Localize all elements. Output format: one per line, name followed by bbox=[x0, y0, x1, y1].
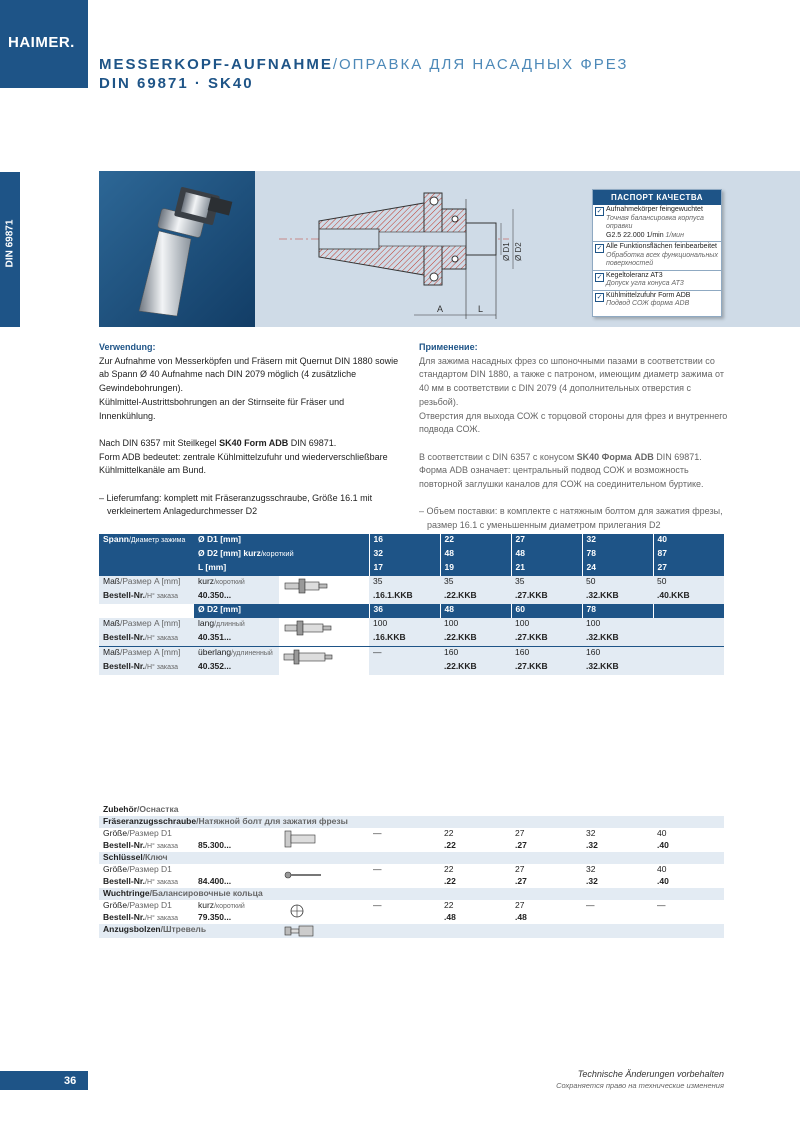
header-l: L [mm] bbox=[194, 562, 369, 576]
holder-long-icon bbox=[279, 618, 369, 647]
table-cell: .16.KKB bbox=[369, 632, 440, 647]
table-row bbox=[99, 618, 724, 632]
header-d2: Ø D2 [mm] bbox=[194, 604, 369, 618]
table-cell bbox=[653, 604, 724, 618]
table-row bbox=[99, 900, 724, 912]
quality-item bbox=[593, 242, 721, 271]
table-cell: .22.KKB bbox=[440, 632, 511, 647]
quality-item-ru: Подвод СОЖ форма ADB bbox=[606, 300, 690, 307]
description-de-p3: – Lieferumfang: komplett mit Fräseranzugsschraube, Größe 16.1 mit verkleinertem Anlagedurchmesser D2 bbox=[99, 492, 373, 517]
table-cell: .22.KKB bbox=[440, 590, 511, 604]
description-de bbox=[99, 341, 399, 533]
screw-icon bbox=[279, 828, 369, 852]
key-title: Schlüssel/Ключ bbox=[99, 852, 724, 864]
haimer-logo: HAIMER. bbox=[8, 34, 75, 51]
table-cell: .40 bbox=[657, 840, 669, 850]
table-cell: .22 bbox=[444, 876, 456, 886]
drawing-label-l: L bbox=[478, 304, 484, 314]
table-row bbox=[99, 632, 724, 647]
mass-label: Maß/Размер A [mm] bbox=[99, 618, 194, 632]
table-cell: 60 bbox=[511, 604, 582, 618]
size-label: Größe/Размер D1 bbox=[103, 864, 172, 874]
table-cell: 17 bbox=[369, 562, 440, 576]
table-cell: — bbox=[373, 900, 382, 910]
size-label: Größe/Размер D1 bbox=[103, 828, 172, 838]
screw-title: Fräseranzugsschraube/Натяжной болт для зажатия фрезы bbox=[99, 816, 724, 828]
type-ueberlang: überlang/удлиненный bbox=[194, 647, 279, 662]
table-cell: .27.KKB bbox=[511, 661, 582, 675]
description-ru-p1: Для зажима насадных фрез со шпоночными пазами в соответствии со стандартом DIN 1880, а также с патроном, имеющим диаметр зажима от 40 мм в соответствии с DIN 2079 (4 дополнительных отверстия с резьбой). bbox=[419, 355, 724, 407]
product-photo bbox=[99, 171, 255, 327]
table-cell: .27.KKB bbox=[511, 632, 582, 647]
order-label: Bestell-Nr./Н° заказа bbox=[103, 912, 179, 922]
quality-item-de: Kühlmittelzufuhr Form ADB bbox=[606, 291, 691, 299]
table-cell bbox=[369, 840, 440, 852]
table-cell bbox=[582, 912, 653, 924]
quality-passport-title: ПАСПОРТ КАЧЕСТВА bbox=[593, 190, 721, 205]
table-cell bbox=[369, 912, 440, 924]
table-row bbox=[99, 604, 724, 618]
description-de-p2b: SK40 Form ADB bbox=[219, 437, 289, 448]
quality-item-de: Alle Funktionsflächen feinbearbeitet bbox=[606, 243, 717, 250]
type-kurz: kurz/короткий bbox=[194, 576, 279, 590]
table-cell: 40 bbox=[657, 864, 667, 874]
table-cell bbox=[653, 912, 724, 924]
table-row bbox=[99, 804, 724, 816]
table-row bbox=[99, 590, 724, 604]
table-cell: .32 bbox=[586, 876, 598, 886]
type-lang: lang/длинный bbox=[194, 618, 279, 632]
table-cell bbox=[653, 618, 724, 632]
table-cell: .40 bbox=[657, 876, 669, 886]
table-cell: .27 bbox=[515, 840, 527, 850]
table-cell: 78 bbox=[582, 604, 653, 618]
table-cell: 32 bbox=[582, 534, 653, 548]
table-cell: .22 bbox=[444, 840, 456, 850]
quality-item bbox=[593, 291, 721, 310]
mass-label: Maß/Размер A [mm] bbox=[99, 576, 194, 590]
ring-icon bbox=[279, 900, 369, 924]
table-cell: 24 bbox=[582, 562, 653, 576]
mass-label: Maß/Размер A [mm] bbox=[99, 647, 194, 662]
order-label: Bestell-Nr./Н° заказа bbox=[99, 590, 194, 604]
table-cell: .27.KKB bbox=[511, 590, 582, 604]
table-cell: — bbox=[657, 900, 666, 910]
holder-extra-long-icon bbox=[279, 647, 369, 676]
order-label: Bestell-Nr./Н° заказа bbox=[99, 632, 194, 647]
table-row bbox=[99, 864, 724, 876]
description-ru-p2b: SK40 Форма ADB bbox=[576, 451, 654, 462]
quality-item-ru: Точная балансировка корпуса оправки bbox=[606, 214, 704, 230]
description-ru bbox=[419, 341, 729, 547]
table-cell: 160 bbox=[440, 647, 511, 662]
table-row bbox=[99, 534, 724, 548]
table-cell bbox=[653, 661, 724, 675]
table-cell bbox=[369, 661, 440, 675]
quality-item bbox=[593, 271, 721, 291]
table-row bbox=[99, 816, 724, 828]
description-ru-p1b: Отверстия для выхода СОЖ с торцовой стороны для фрез и внутреннего подвода СОЖ. bbox=[419, 410, 728, 435]
table-cell: 36 bbox=[369, 604, 440, 618]
table-cell bbox=[369, 876, 440, 888]
table-cell: .27 bbox=[515, 876, 527, 886]
table-cell: 27 bbox=[515, 828, 525, 838]
table-cell: 160 bbox=[582, 647, 653, 662]
table-cell: 32 bbox=[586, 864, 596, 874]
table-cell: 35 bbox=[511, 576, 582, 590]
table-row bbox=[99, 562, 724, 576]
table-cell: 48 bbox=[511, 548, 582, 562]
table-cell: 100 bbox=[582, 618, 653, 632]
quality-item-extra: G2.5 22.000 1/min bbox=[606, 231, 664, 239]
table-cell: 48 bbox=[440, 548, 511, 562]
table-cell: .48 bbox=[444, 912, 456, 922]
table-cell: 100 bbox=[440, 618, 511, 632]
size-label: Größe/Размер D1 bbox=[103, 900, 172, 910]
table-cell: .32.KKB bbox=[582, 590, 653, 604]
quality-item-de: Aufnahmekörper feingewuchtet bbox=[606, 206, 703, 213]
table-cell: — bbox=[369, 647, 440, 662]
checkbox-icon: ✓ bbox=[596, 273, 603, 281]
table-cell: 50 bbox=[653, 576, 724, 590]
table-cell: 32 bbox=[369, 548, 440, 562]
table-cell: — bbox=[586, 900, 595, 910]
dimensions-table bbox=[99, 534, 724, 675]
brand-block bbox=[0, 0, 88, 88]
description-de-p1b: Kühlmittel-Austrittsbohrungen an der Stirnseite für Fräser und Innenkühlung. bbox=[99, 396, 345, 421]
table-cell: 27 bbox=[511, 534, 582, 548]
quality-item-ru: Обработка всех функциональных поверхностей bbox=[606, 251, 718, 267]
bolt-title: Anzugsbolzen/Штревель bbox=[99, 924, 279, 938]
table-cell: 87 bbox=[653, 548, 724, 562]
ring-type: kurz/короткий bbox=[198, 900, 245, 910]
technical-drawing bbox=[279, 179, 599, 324]
table-cell: 22 bbox=[444, 828, 454, 838]
order-kurz: 40.350... bbox=[194, 590, 279, 604]
table-row bbox=[99, 647, 724, 662]
quality-item-extra-ru: 1/мин bbox=[663, 231, 684, 239]
checkbox-icon: ✓ bbox=[596, 293, 603, 301]
table-row bbox=[99, 924, 724, 938]
table-cell: — bbox=[373, 864, 382, 874]
order-label: Bestell-Nr./Н° заказа bbox=[99, 661, 194, 675]
table-cell: 40 bbox=[657, 828, 667, 838]
table-row bbox=[99, 661, 724, 675]
order-label: Bestell-Nr./Н° заказа bbox=[103, 840, 179, 850]
table-cell: 160 bbox=[511, 647, 582, 662]
table-row bbox=[99, 888, 724, 900]
table-cell bbox=[653, 647, 724, 662]
drawing-label-d2: Ø D2 bbox=[514, 242, 523, 261]
description-ru-p2 bbox=[419, 451, 729, 465]
table-cell: 22 bbox=[444, 864, 454, 874]
table-row bbox=[99, 548, 724, 562]
accessories-title: Zubehör/Оснастка bbox=[99, 804, 724, 816]
table-cell: .16.1.KKB bbox=[369, 590, 440, 604]
page-title bbox=[99, 56, 628, 73]
header-d1: Ø D1 [mm] bbox=[194, 534, 369, 548]
table-cell: 16 bbox=[369, 534, 440, 548]
description-ru-p2c: DIN 69871. bbox=[653, 451, 702, 462]
accessories-table bbox=[99, 804, 724, 938]
page-title-de: MESSERKOPF-AUFNAHME bbox=[99, 56, 333, 73]
header-d2-kurz: Ø D2 [mm] kurz/короткий bbox=[194, 548, 369, 562]
table-cell: .48 bbox=[515, 912, 527, 922]
description-de-heading: Verwendung: bbox=[99, 342, 156, 352]
order-lang: 40.351... bbox=[194, 632, 279, 647]
table-cell: 22 bbox=[444, 900, 454, 910]
bolt-icon bbox=[279, 924, 369, 938]
table-cell: 78 bbox=[582, 548, 653, 562]
table-row bbox=[99, 852, 724, 864]
key-icon bbox=[279, 864, 369, 888]
side-tab bbox=[0, 172, 20, 327]
table-cell: .32.KKB bbox=[582, 632, 653, 647]
description-de-p1: Zur Aufnahme von Messerköpfen und Fräsern mit Quernut DIN 1880 sowie ab Spann Ø 40 Aufnahme nach DIN 2079 möglich (4 zusätzliche Gewindebohrungen). bbox=[99, 355, 399, 394]
checkbox-icon: ✓ bbox=[596, 245, 603, 252]
table-cell: 100 bbox=[511, 618, 582, 632]
page-title-ru: /ОПРАВКА ДЛЯ НАСАДНЫХ ФРЕЗ bbox=[332, 56, 629, 73]
ring-title: Wuchtringe/Балансировочные кольца bbox=[99, 888, 724, 900]
quality-passport bbox=[592, 189, 722, 317]
table-row bbox=[99, 912, 724, 924]
table-cell bbox=[653, 632, 724, 647]
drawing-label-d1: Ø D1 bbox=[502, 242, 511, 261]
table-cell: 35 bbox=[369, 576, 440, 590]
order-label: Bestell-Nr./Н° заказа bbox=[103, 876, 179, 886]
footer-note-ru: Сохраняется право на технические изменения bbox=[556, 1081, 724, 1090]
product-hero bbox=[99, 171, 800, 327]
table-cell: .32.KKB bbox=[582, 661, 653, 675]
quality-item bbox=[593, 205, 721, 242]
order-ueberlang: 40.352... bbox=[194, 661, 279, 675]
table-cell: 100 bbox=[369, 618, 440, 632]
table-cell: 27 bbox=[653, 562, 724, 576]
page-subtitle: DIN 69871 · SK40 bbox=[99, 75, 254, 92]
description-ru-heading: Применение: bbox=[419, 342, 478, 352]
page-number: 36 bbox=[64, 1075, 77, 1087]
table-cell: 22 bbox=[440, 534, 511, 548]
table-cell: 40 bbox=[653, 534, 724, 548]
table-cell: 48 bbox=[440, 604, 511, 618]
table-cell: 27 bbox=[515, 900, 525, 910]
order-key: 84.400... bbox=[198, 876, 232, 886]
description-ru-p2a: В соответствии с DIN 6357 с конусом bbox=[419, 451, 577, 462]
header-spann: Spann/Диаметр зажима bbox=[99, 534, 194, 548]
table-cell: 35 bbox=[440, 576, 511, 590]
table-cell: 50 bbox=[582, 576, 653, 590]
table-cell: — bbox=[373, 828, 382, 838]
quality-item-ru: Допуск угла конуса AT3 bbox=[606, 280, 684, 287]
table-row bbox=[99, 828, 724, 840]
table-cell: 19 bbox=[440, 562, 511, 576]
description-de-p2a: Nach DIN 6357 mit Steilkegel bbox=[99, 437, 220, 448]
table-cell: .22.KKB bbox=[440, 661, 511, 675]
table-row bbox=[99, 576, 724, 590]
table-cell: 27 bbox=[515, 864, 525, 874]
description-de-p2d: Form ADB bedeutet: zentrale Kühlmittelzufuhr und wiederverschließbare Kühlmittelkanäle am Bund. bbox=[99, 451, 388, 476]
order-ring: 79.350... bbox=[198, 912, 232, 922]
description-ru-p3: – Объем поставки: в комплекте с натяжным болтом для зажатия фрезы, размер 16.1 с уменьшенным диаметром прилегания D2 bbox=[419, 506, 723, 531]
quality-item-de: Kegeltoleranz AT3 bbox=[606, 271, 663, 279]
description-de-p2 bbox=[99, 437, 399, 451]
checkbox-icon: ✓ bbox=[596, 208, 603, 215]
holder-short-icon bbox=[279, 576, 369, 604]
footer-note-de: Technische Änderungen vorbehalten bbox=[577, 1069, 724, 1079]
description-de-p2c: DIN 69871. bbox=[288, 437, 337, 448]
side-tab-label: DIN 69871 bbox=[4, 219, 16, 268]
table-row bbox=[99, 840, 724, 852]
table-row bbox=[99, 876, 724, 888]
table-cell: 32 bbox=[586, 828, 596, 838]
description-ru-p2d: Форма ADB означает: центральный подвод СОЖ и возможность повторной заглушки каналов для СОЖ на соединительном буртике. bbox=[419, 465, 704, 490]
drawing-label-a: A bbox=[437, 304, 444, 314]
table-cell: .40.KKB bbox=[653, 590, 724, 604]
order-screw: 85.300... bbox=[198, 840, 232, 850]
table-cell: .32 bbox=[586, 840, 598, 850]
table-cell: 21 bbox=[511, 562, 582, 576]
